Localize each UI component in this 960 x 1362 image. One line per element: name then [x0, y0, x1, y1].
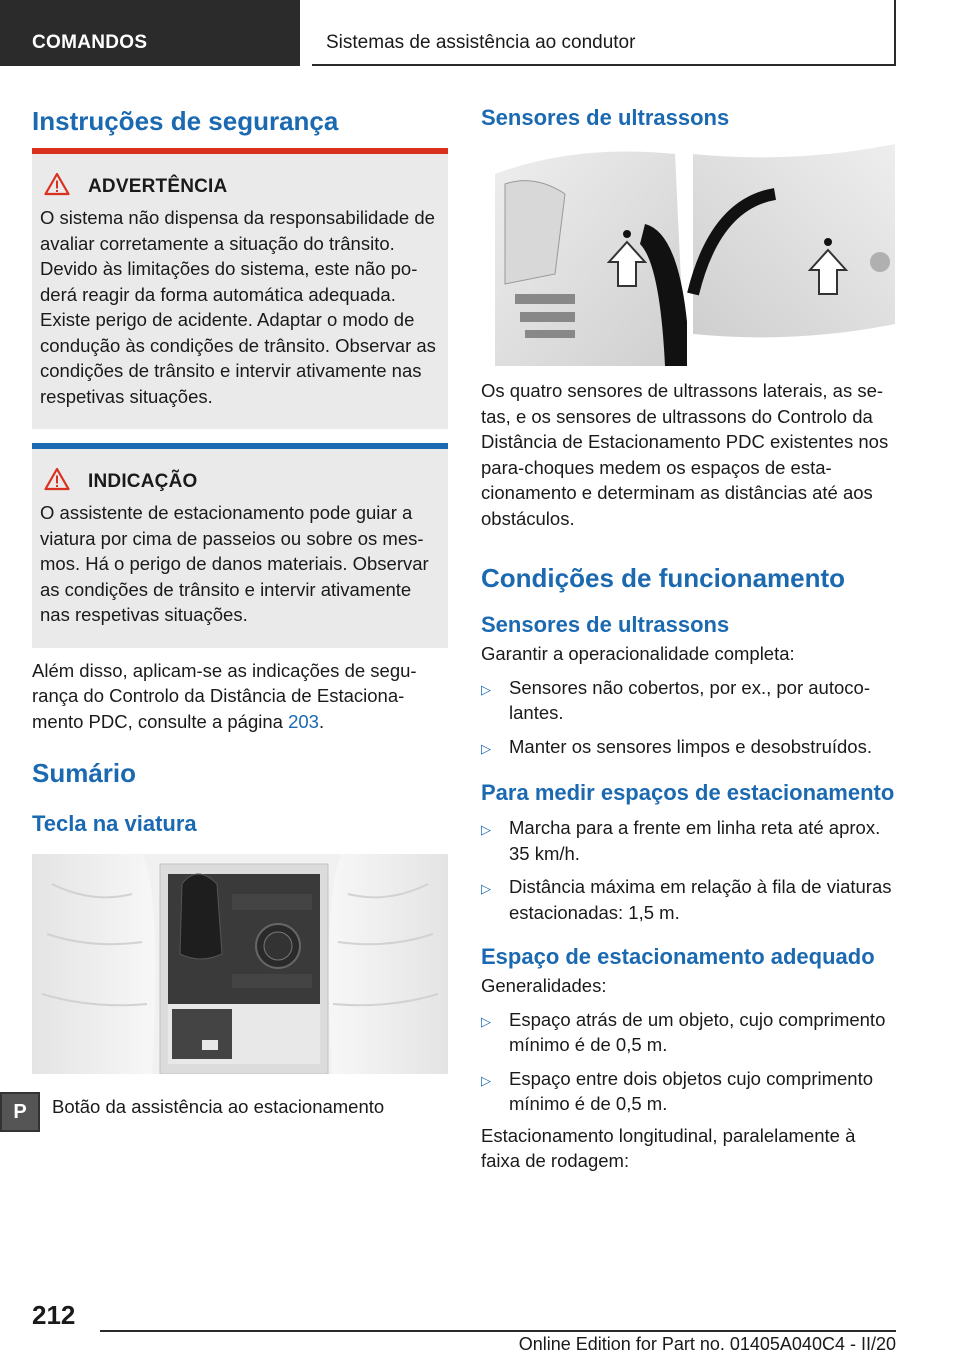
list-item: ▷ Manter os sensores limpos e desobstruídos.	[481, 734, 896, 762]
sensor-location-image	[495, 144, 895, 366]
list-item: ▷ Espaço atrás de um objeto, cujo comprimento mínimo é de 0,5 m.	[481, 1007, 896, 1058]
right-column	[481, 100, 896, 1174]
heading-safety: Instruções de segurança	[32, 106, 339, 136]
note-title: INDICAÇÃO	[88, 470, 198, 492]
longitudinal-text: Estacionamento longitudinal, paralelamente à faixa de rodagem:	[481, 1124, 856, 1171]
triangle-bullet-icon: ▷	[481, 681, 491, 697]
console-image	[32, 854, 448, 1074]
caution-triangle-icon	[44, 467, 88, 496]
general-text: Generalidades:	[481, 975, 607, 996]
heading-key-in-vehicle: Tecla na viatura	[32, 811, 197, 836]
sensors-description: Os quatro sensores de ultrassons laterais, as setas, e os sensores de ultrassons do Controlo da Distância de Estacionamento PDC existentes nos para-choques medem os espaços de estacionamento e determinam as distâncias até aos obstáculos.	[481, 380, 889, 529]
heading-measure-spaces: Para medir espaços de estacionamento	[481, 780, 895, 805]
button-caption: Botão da assistência ao estacionamento	[52, 1096, 385, 1117]
heading-suitable-space: Espaço de estacionamento adequado	[481, 944, 875, 969]
warning-triangle-icon	[44, 172, 88, 201]
triangle-bullet-icon: ▷	[481, 822, 491, 837]
left-column	[13, 100, 448, 1132]
section-label: COMANDOS	[0, 0, 300, 66]
extra-safety-text: Além disso, aplicam-se as indicações de segurança do Controlo da Distância de Estacionamento PDC, consulte a página 203.	[32, 659, 417, 732]
warning-title: ADVERTÊNCIA	[88, 175, 228, 197]
list-item: ▷ Sensores não cobertos, por ex., por autocolantes.	[481, 675, 896, 726]
note-text: O assistente de estacionamento pode guiar a viatura por cima de passeios ou sobre os mesmos. Há o perigo de danos materiais. Observar as condições de trânsito e intervir ativamente nas respetivas situações.	[40, 502, 429, 625]
list-item: ▷ Distância máxima em relação à fila de viaturas estacionadas: 1,5 m.	[481, 874, 896, 925]
page-header	[0, 0, 960, 66]
edition-text: Online Edition for Part no. 01405A040C4 - II/20	[518, 1334, 896, 1354]
heading-ultrasonic-sensors: Sensores de ultrassons	[481, 105, 730, 130]
parking-assistant-icon: P	[0, 1092, 40, 1132]
warning-text: O sistema não dispensa da responsabilidade de avaliar corretamente a situação do trânsito. Devido às limitações do sistema, este não poderá reagir da forma automática adequada. Existe perigo de acidente. Adaptar o modo de condução às condições de trânsito. Observar as condições de trânsito e intervir ativamente nas respetivas situações.	[40, 207, 436, 407]
warning-box	[32, 148, 448, 429]
list-item: ▷ Marcha para a frente em linha reta até aprox. 35 km/h.	[481, 815, 896, 866]
heading-summary: Sumário	[32, 758, 137, 788]
chapter-title: Sistemas de assistência ao condutor	[312, 0, 896, 66]
page-number: 212	[32, 1300, 76, 1330]
note-box	[32, 443, 448, 648]
triangle-bullet-icon: ▷	[481, 1072, 491, 1088]
triangle-bullet-icon: ▷	[481, 1013, 491, 1029]
heading-operating-conditions: Condições de funcionamento	[481, 563, 846, 593]
list-item: ▷ Espaço entre dois objetos cujo comprimento mínimo é de 0,5 m.	[481, 1066, 896, 1117]
triangle-bullet-icon: ▷	[481, 881, 491, 896]
sensor-bullets	[481, 675, 896, 762]
heading-ultrasonic-sensors-2: Sensores de ultrassons	[481, 612, 730, 637]
measure-bullets	[481, 815, 896, 925]
guarantee-text: Garantir a operacionalidade completa:	[481, 643, 795, 664]
space-bullets	[481, 1007, 896, 1117]
button-legend	[0, 1092, 448, 1132]
triangle-bullet-icon: ▷	[481, 740, 491, 756]
footer-divider	[100, 1330, 896, 1332]
page-link-203[interactable]: 203	[288, 710, 319, 732]
